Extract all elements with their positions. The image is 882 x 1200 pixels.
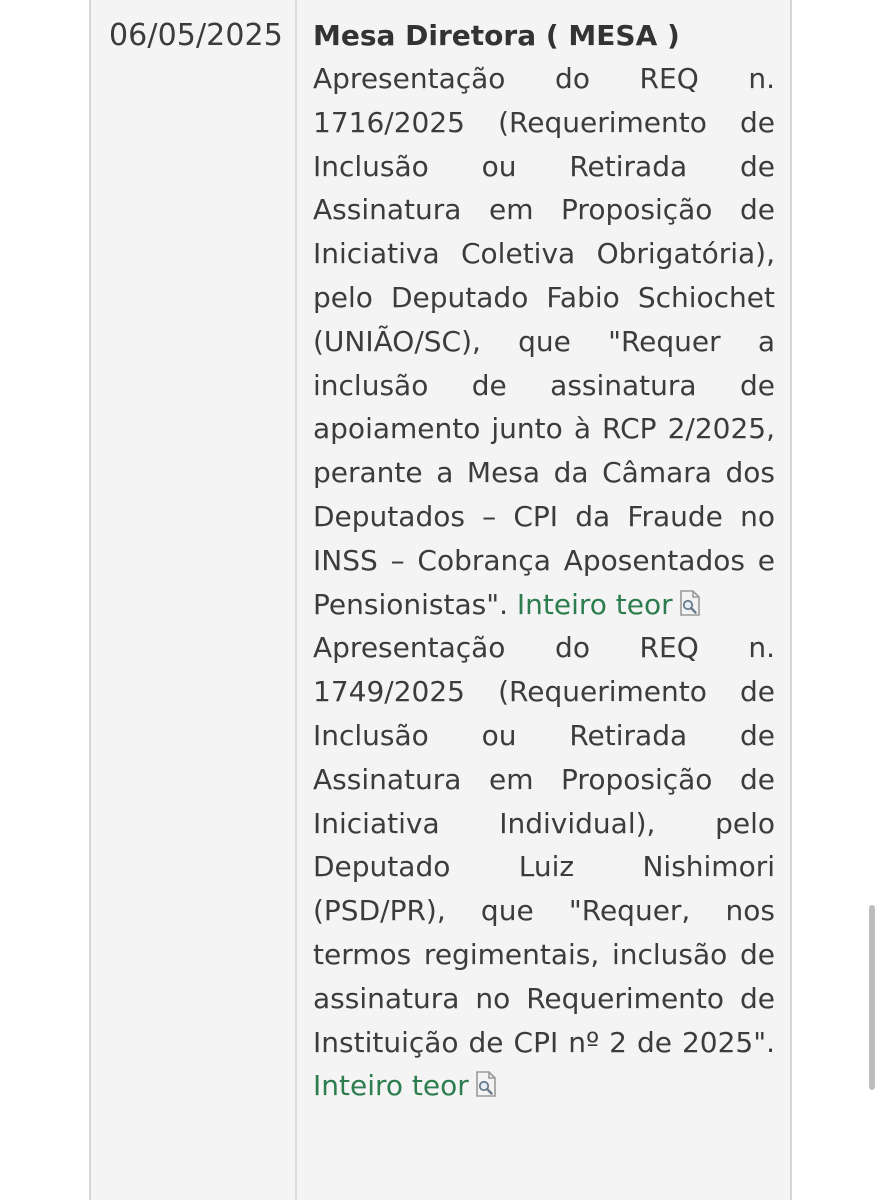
document-search-icon[interactable] [677, 589, 703, 617]
inteiro-teor-link[interactable]: Inteiro teor [313, 1069, 469, 1103]
date-cell [91, 0, 297, 1200]
entry-text: Apresentação do REQ n. 1749/2025 (Requerimento de Inclusão ou Retirada de Assinatura em Proposição de Iniciativa Individual), pelo Deputado Luiz Nishimori (PSD/PR), que "Requer, nos termos regimentais, inclusão de assinatura no Requerimento de Instituição de CPI nº 2 de 2025". [313, 631, 775, 1059]
tramitacao-table [89, 0, 792, 1200]
row-date: 06/05/2025 [109, 18, 283, 53]
entry-req-1716 [313, 57, 775, 626]
entry-text: Apresentação do REQ n. 1716/2025 (Requerimento de Inclusão ou Retirada de Assinatura em Proposição de Iniciativa Coletiva Obrigatória), pelo Deputado Fabio Schiochet (UNIÃO/SC), que "Requer a inclusão de assinatura de apoiamento junto à RCP 2/2025, perante a Mesa da Câmara dos Deputados – CPI da Fraude no INSS – Cobrança Aposentados e Pensionistas". [313, 62, 775, 621]
vertical-scrollbar[interactable] [869, 905, 875, 1090]
inteiro-teor-link[interactable]: Inteiro teor [516, 587, 673, 621]
description-cell [313, 15, 775, 1108]
document-search-icon[interactable] [473, 1070, 499, 1098]
organ-title: Mesa Diretora ( MESA ) [313, 19, 680, 52]
entry-req-1749 [313, 626, 775, 1108]
